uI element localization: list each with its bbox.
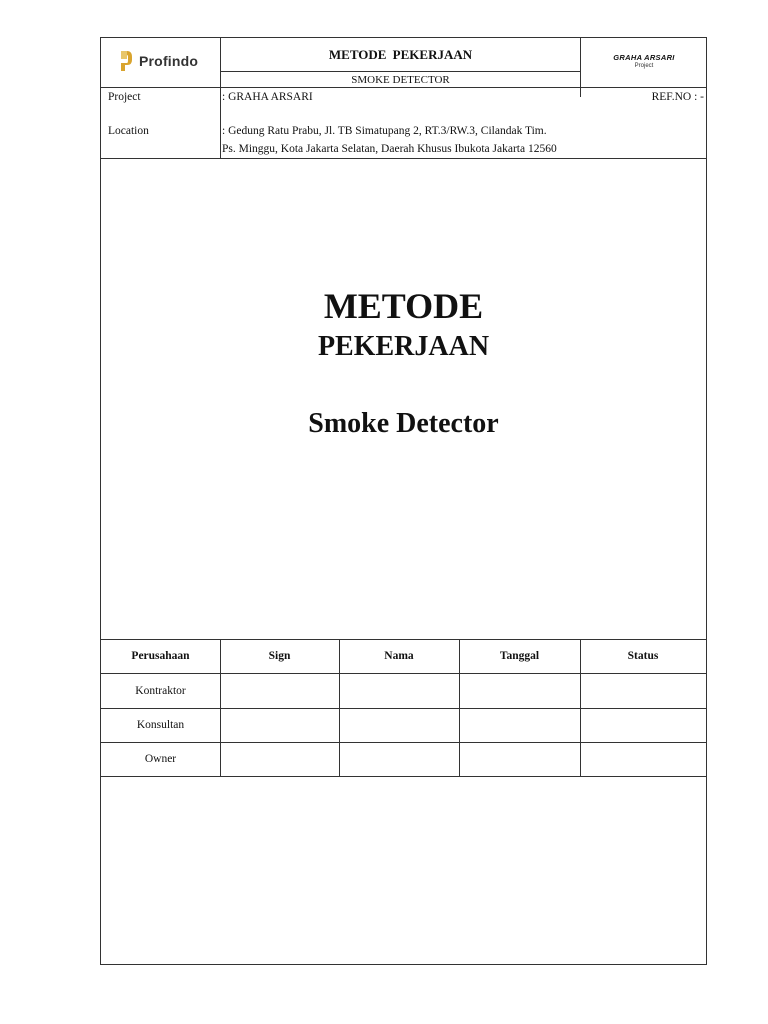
location-label: Location (108, 125, 149, 137)
document-title: METODE PEKERJAAN (328, 46, 473, 62)
client-sub: Project (634, 63, 654, 69)
cover-title-line-2: PEKERJAAN (317, 331, 490, 362)
cover-title-line-1: METODE (323, 286, 484, 326)
info-bottom-line (101, 158, 706, 159)
client-name: GRAHA ARSARI (613, 53, 675, 62)
location-line-1: : Gedung Ratu Prabu, Jl. TB Simatupang 2, RT.3/RW.3, Cilandak Tim. (222, 125, 547, 137)
table-header-tanggal: Tanggal (499, 650, 540, 662)
document-subtitle: SMOKE DETECTOR (351, 73, 450, 86)
document-frame (100, 37, 707, 965)
table-header-sign: Sign (268, 650, 291, 662)
header-bottom-line (101, 87, 706, 88)
table-row-owner: Owner (144, 753, 177, 765)
ref-number: REF.NO : - (651, 91, 704, 103)
table-line-bottom (101, 776, 706, 777)
profindo-logo (119, 48, 198, 74)
table-row-konsultan: Konsultan (136, 719, 185, 731)
logo-text: Profindo (139, 53, 199, 69)
location-line-2: Ps. Minggu, Kota Jakarta Selatan, Daerah Khusus Ibukota Jakarta 12560 (222, 143, 557, 155)
project-label: Project (108, 91, 141, 103)
client-logo (581, 53, 707, 69)
cover-title-line-3: Smoke Detector (308, 408, 499, 439)
table-header-nama: Nama (384, 650, 414, 662)
project-value: : GRAHA ARSARI (222, 91, 313, 103)
table-row-kontraktor: Kontraktor (135, 684, 186, 697)
profindo-logo-icon (119, 50, 133, 72)
table-header-status: Status (627, 650, 659, 662)
table-header-perusahaan: Perusahaan (131, 650, 190, 662)
